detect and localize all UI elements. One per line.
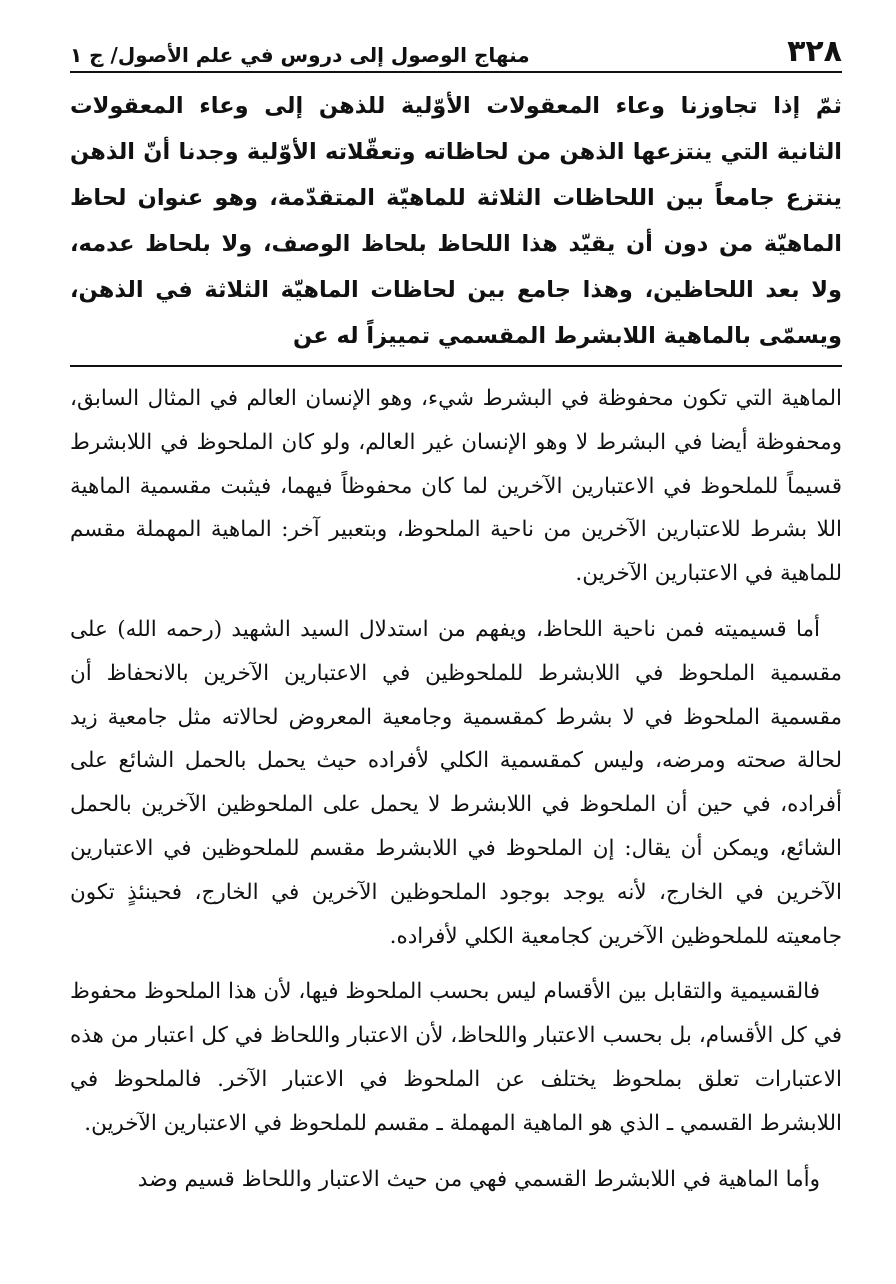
commentary-paragraph-1: الماهية التي تكون محفوظة في البشرط شيء، وهو الإنسان العالم في المثال السابق، ومحفوظة أيضا في البشرط لا وهو الإنسان غير العالم، ولو كان الملحوظ في اللابشرط قسيماً للملحوظ في الاعتبارين الآخرين لما كان محفوظاً فيهما، فيثبت مقسمية الماهية اللا بشرط للاعتبارين الآخرين من ناحية الملحوظ، وبتعبير آخر: الماهية المهملة مقسم للماهية في الاعتبارين الآخرين. xyxy=(70,386,842,587)
commentary-separator xyxy=(70,365,842,367)
page-number: ٣٢٨ xyxy=(787,34,842,69)
commentary-paragraph-2: أما قسيميته فمن ناحية اللحاظ، ويفهم من استدلال السيد الشهيد (رحمه الله) على مقسمية الملحوظ في اللابشرط للملحوظين في الاعتبارين الآخرين بالانحفاظ أن مقسمية الملحوظ في لا بشرط كمقسمية وجامعية المعروض لحالاته مثل جامعية زيد لحالة صحته ومرضه، وليس كمقسمية الكلي لأفراده حيث يحمل بالحمل الشائع على أفراده، في حين أن الملحوظ في اللابشرط لا يحمل على الملحوظين الآخرين بالحمل الشائع، ويمكن أن يقال: إن الملحوظ في اللابشرط مقسم للملحوظين في الاعتبارين الآخرين في الخارج، لأنه يوجد بوجود الملحوظين الآخرين في الخارج، فحينئذٍ تكون جامعيته للملحوظين الآخرين كجامعية الكلي لأفراده. xyxy=(70,616,842,949)
main-text-paragraph: ثمّ إذا تجاوزنا وعاء المعقولات الأوّلية للذهن إلى وعاء المعقولات الثانية التي ينتزعها الذهن من لحاظاته وتعقّلاته الأوّلية وجدنا أنّ الذهن ينتزع جامعاً بين اللحاظات الثلاثة للماهيّة المتقدّمة، وهو عنوان لحاظ الماهيّة من دون أن يقيّد هذا اللحاظ بلحاظ الوصف، ولا بلحاظ عدمه، ولا بعد اللحاظين، وهذا جامع بين لحاظات الماهيّة الثلاثة في الذهن، ويسمّى بالماهية اللابشرط المقسمي تمييزاً له عن xyxy=(70,93,842,349)
commentary-block xyxy=(70,377,842,1201)
running-title: منهاج الوصول إلى دروس في علم الأصول/ ج ١ xyxy=(70,43,530,67)
main-text-block xyxy=(70,83,842,359)
commentary-paragraph-4: وأما الماهية في اللابشرط القسمي فهي من حيث الاعتبار واللحاظ قسيم وضد xyxy=(137,1166,820,1192)
page-header xyxy=(70,28,842,73)
commentary-paragraph-3: فالقسيمية والتقابل بين الأقسام ليس بحسب الملحوظ فيها، لأن هذا الملحوظ محفوظ في كل الأقسام، بل بحسب الاعتبار واللحاظ، لأن الاعتبار واللحاظ في كل اعتبار من هذه الاعتبارات تعلق بملحوظ يختلف عن الملحوظ في الاعتبار الآخر. فالملحوظ في اللابشرط القسمي ـ الذي هو الماهية المهملة ـ مقسم للملحوظ في الاعتبارين الآخرين. xyxy=(70,979,842,1136)
book-page xyxy=(70,28,842,1268)
